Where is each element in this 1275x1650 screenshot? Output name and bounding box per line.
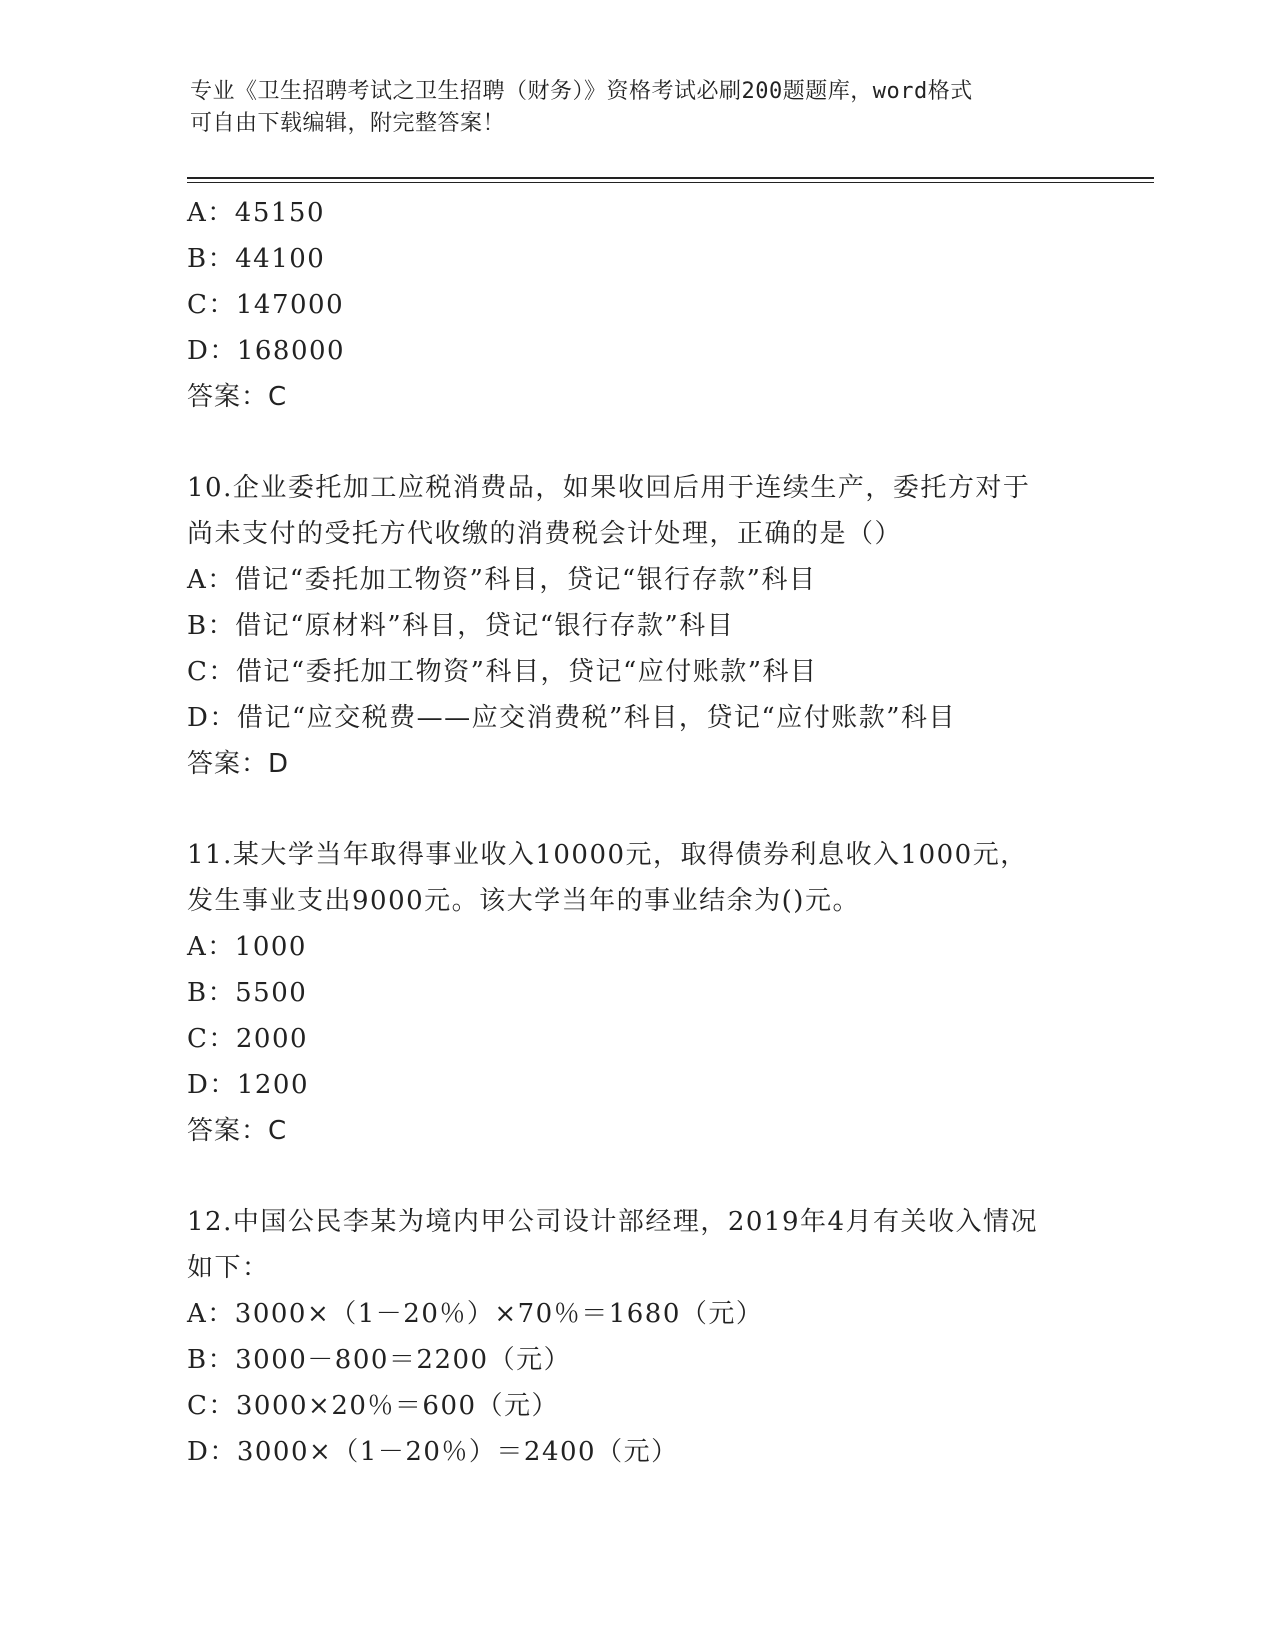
question-stem-line: 12.中国公民李某为境内甲公司设计部经理，2019年4月有关收入情况: [187, 1207, 1039, 1237]
header-divider-thin: [187, 182, 1154, 183]
question-10: [187, 465, 1147, 787]
option-c: C：2000: [187, 1024, 309, 1054]
question-12: [187, 1199, 1147, 1475]
question-stem-line: 10.企业委托加工应税消费品，如果收回后用于连续生产，委托方对于: [187, 473, 1031, 503]
question-stem-line: 发生事业支出9000元。该大学当年的事业结余为()元。: [187, 886, 860, 916]
question-11: [187, 832, 1147, 1154]
answer-line: 答案：C: [187, 382, 288, 412]
option-a: A：1000: [187, 932, 307, 962]
question-stem-line: 如下：: [187, 1253, 270, 1283]
answer-line: 答案：C: [187, 1116, 288, 1146]
option-c: C：3000×20％＝600（元）: [187, 1391, 560, 1421]
question-stem-line: 尚未支付的受托方代收缴的消费税会计处理，正确的是（）: [187, 519, 903, 549]
option-a: A：3000×（1－20％）×70％＝1680（元）: [187, 1299, 764, 1329]
question-content: [187, 190, 1147, 1475]
option-b: B：5500: [187, 978, 308, 1008]
question-9: [187, 190, 1147, 420]
option-d: D：3000×（1－20％）＝2400（元）: [187, 1437, 679, 1467]
answer-line: 答案：D: [187, 749, 290, 779]
header-title-line-1: 专业《卫生招聘考试之卫生招聘（财务）》资格考试必刷200题题库，word格式: [190, 79, 973, 104]
option-c: C：借记“委托加工物资”科目，贷记“应付账款”科目: [187, 657, 818, 687]
option-a: A：借记“委托加工物资”科目，贷记“银行存款”科目: [187, 565, 817, 595]
option-d: D：借记“应交税费——应交消费税”科目，贷记“应付账款”科目: [187, 703, 957, 733]
option-a: A：45150: [187, 198, 325, 228]
option-b: B：3000－800＝2200（元）: [187, 1345, 572, 1375]
question-stem-line: 11.某大学当年取得事业收入10000元，取得债券利息收入1000元，: [187, 840, 1028, 870]
header-divider-thick: [187, 177, 1154, 179]
option-b: B：借记“原材料”科目，贷记“银行存款”科目: [187, 611, 735, 641]
header-title-line-2: 可自由下载编辑，附完整答案！: [190, 111, 506, 136]
option-b: B：44100: [187, 244, 326, 274]
option-d: D：1200: [187, 1070, 310, 1100]
option-c: C：147000: [187, 290, 345, 320]
document-header: [190, 76, 1070, 140]
option-d: D：168000: [187, 336, 346, 366]
